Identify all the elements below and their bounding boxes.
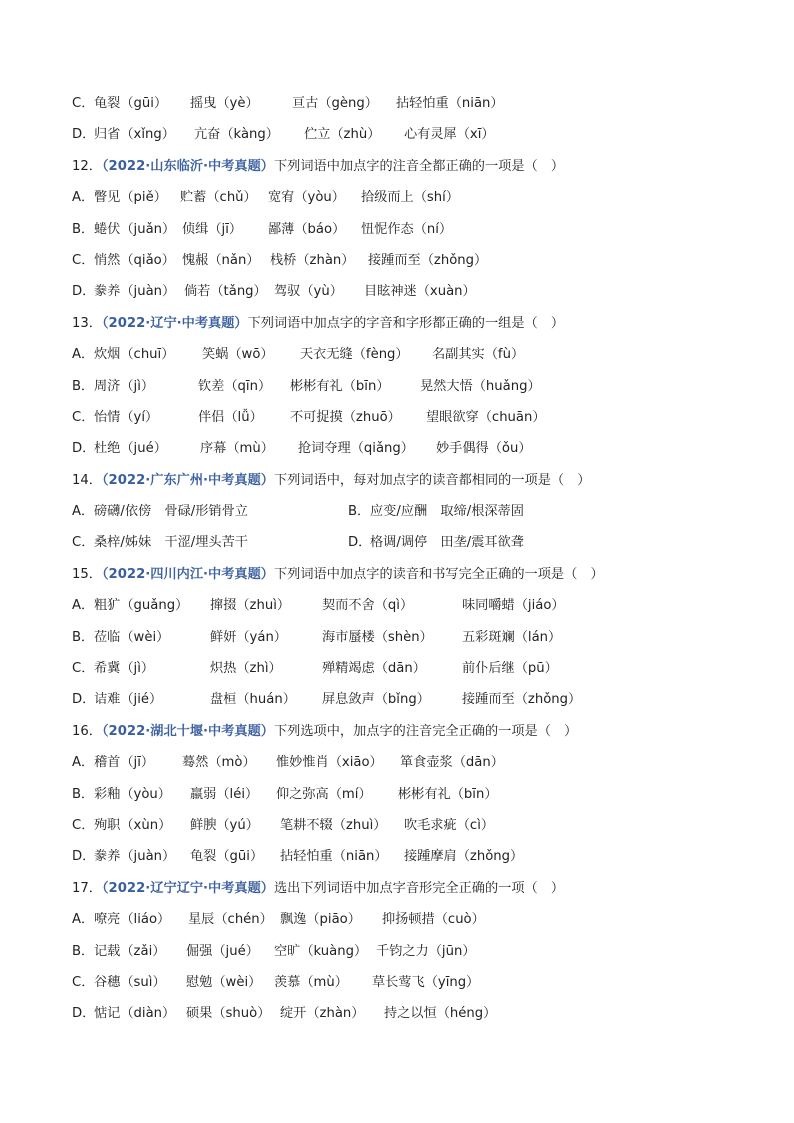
option-cd-line	[72, 527, 752, 558]
option-letter: B．	[72, 629, 95, 645]
option-letter: C．	[72, 535, 95, 551]
option-word: 亘古（gèng）	[292, 96, 378, 111]
question-number: 13．	[72, 315, 102, 331]
option-word: 钦差（qīn）	[198, 378, 272, 394]
option-word: 龟裂（gūi）	[190, 849, 264, 865]
option-c	[72, 527, 248, 558]
option-word: 炽热（zhì）	[210, 661, 282, 677]
option-word: 硕果（shuò）	[186, 1006, 271, 1022]
option-word: 撺掇（zhuì）	[210, 598, 291, 614]
option-word: 惟妙惟肖（xiāo）	[276, 755, 383, 771]
option-letter: D．	[72, 692, 96, 708]
option-word: 谷穗（suì）	[94, 974, 166, 990]
option-word: 希冀（jì）	[94, 661, 155, 677]
option-word: 伫立（zhù）	[304, 127, 381, 143]
option-d-line	[72, 276, 752, 307]
option-word: 不可捉摸（zhuō）	[290, 409, 401, 425]
option-word: 记载（zǎi）	[94, 943, 166, 959]
option-word: 心有灵犀（xī）	[404, 127, 495, 143]
option-word: 晃然大悟（huǎng）	[420, 378, 541, 394]
option-letter: B．	[348, 504, 371, 520]
option-word: 炊烟（chuī）	[94, 347, 175, 363]
document-page	[72, 88, 752, 1030]
option-word: 慰勉（wèi）	[186, 974, 262, 990]
option-word: 接踵而至（zhǒng）	[462, 692, 582, 708]
question-source: （2022·辽宁·中考真题）	[101, 315, 248, 331]
option-b-line	[72, 622, 752, 653]
option-word: 鲜妍（yán）	[210, 629, 287, 645]
option-word: 星辰（chén）	[188, 912, 273, 928]
option-word: 忸怩作态（ní）	[361, 221, 453, 237]
option-c-line	[72, 88, 752, 119]
option-word: 驾驭（yù）	[274, 284, 343, 300]
option-word: 栈桥（zhàn）	[270, 252, 355, 268]
option-d-line	[72, 119, 752, 150]
question-source: （2022·湖北十堰·中考真题）	[101, 723, 274, 739]
option-text: 应变/应酬 取缔/根深蒂固	[370, 504, 524, 520]
option-letter: D．	[348, 535, 372, 551]
option-word: 抢词夺理（qiǎng）	[298, 441, 414, 457]
option-text: 磅礴/依傍 骨碌/形销骨立	[94, 504, 248, 520]
option-word: 豢养（juàn）	[94, 284, 176, 300]
option-b-line	[72, 779, 752, 810]
question-16	[72, 716, 752, 747]
option-letter: C．	[72, 409, 95, 425]
option-d-line	[72, 998, 752, 1029]
option-d-line	[72, 841, 752, 872]
question-14	[72, 465, 752, 496]
option-word: 持之以恒（héng）	[384, 1006, 497, 1022]
option-text: 格调/调停 田垄/震耳欲聋	[370, 535, 524, 551]
option-word: 拈轻怕重（niān）	[280, 849, 388, 865]
option-word: 仰之弥高（mí）	[276, 786, 372, 802]
option-word: 绽开（zhàn）	[280, 1006, 365, 1022]
option-letter: D．	[72, 849, 96, 865]
option-word: 伴侣（lǚ）	[198, 409, 263, 425]
option-letter: C．	[72, 96, 95, 111]
option-word: 拾级而上（shí）	[361, 190, 460, 206]
option-letter: B．	[72, 221, 95, 237]
option-word: 飘逸（piāo）	[280, 912, 361, 928]
option-c-line	[72, 402, 752, 433]
option-letter: A．	[72, 598, 95, 614]
option-word: 望眼欲穿（chuān）	[426, 409, 546, 425]
option-word: 天衣无缝（fèng）	[300, 347, 409, 363]
option-word: 目眩神迷（xuàn）	[364, 284, 476, 300]
option-word: 莅临（wèi）	[94, 629, 170, 645]
option-word: 倔强（jué）	[186, 943, 259, 959]
option-word: 愧赧（nǎn）	[182, 252, 260, 268]
option-word: 侦缉（jī）	[182, 221, 243, 237]
question-17	[72, 873, 752, 904]
question-source: （2022·山东临沂·中考真题）	[101, 158, 274, 174]
option-letter: A．	[72, 504, 95, 520]
option-c-line	[72, 810, 752, 841]
option-word: 倘若（tǎng）	[184, 284, 267, 300]
option-word: 接踵摩肩（zhǒng）	[404, 849, 524, 865]
option-letter: C．	[72, 817, 95, 833]
option-a-line	[72, 747, 752, 778]
option-d-line	[72, 684, 752, 715]
option-word: 瞥见（piě）	[94, 190, 167, 206]
option-word: 抑扬顿措（cuò）	[382, 912, 485, 928]
option-letter: D．	[72, 284, 96, 300]
option-letter: D．	[72, 1006, 96, 1022]
option-letter: A．	[72, 755, 95, 771]
option-letter: B．	[72, 943, 95, 959]
option-word: 殚精竭虑（dān）	[322, 661, 426, 677]
question-stem: 下列词语中，每对加点字的读音都相同的一项是（ ）	[273, 472, 591, 488]
option-word: 味同嚼蜡（jiáo）	[462, 598, 565, 614]
option-c-line	[72, 653, 752, 684]
question-number: 17．	[72, 880, 102, 896]
option-word: 妙手偶得（ǒu）	[436, 441, 532, 457]
question-source: （2022·辽宁辽宁·中考真题）	[101, 880, 274, 896]
option-b-line	[72, 371, 752, 402]
option-word: 归省（xǐng）	[94, 127, 175, 143]
option-word: 惦记（diàn）	[94, 1006, 176, 1022]
option-word: 笑蜗（wō）	[202, 347, 274, 363]
question-stem: 下列词语中加点字的读音和书写完全正确的一项是（ ）	[273, 566, 604, 582]
option-d-line	[72, 433, 752, 464]
option-word: 悄然（qiǎo）	[94, 252, 175, 268]
option-word: 空旷（kuàng）	[274, 943, 368, 959]
option-a	[72, 496, 248, 527]
option-word: 羸弱（léi）	[190, 786, 259, 802]
question-13	[72, 308, 752, 339]
option-c-line	[72, 245, 752, 276]
option-word: 箪食壶浆（dān）	[400, 755, 504, 771]
option-a-line	[72, 339, 752, 370]
option-b-line	[72, 936, 752, 967]
option-word: 名副其实（fù）	[432, 347, 525, 363]
option-word: 鲜腴（yú）	[190, 817, 259, 833]
option-word: 彬彬有礼（bīn）	[290, 378, 390, 394]
option-word: 殉职（xùn）	[94, 817, 172, 833]
option-word: 豢养（juàn）	[94, 849, 176, 865]
option-word: 盘桓（huán）	[210, 692, 296, 708]
option-letter: C．	[72, 661, 95, 677]
question-source: （2022·四川内江·中考真题）	[101, 566, 274, 582]
question-number: 12．	[72, 158, 102, 174]
option-word: 接踵而至（zhǒng）	[368, 252, 488, 268]
option-letter: B．	[72, 378, 95, 394]
option-word: 羡慕（mù）	[274, 974, 348, 990]
option-word: 千钧之力（jūn）	[376, 943, 476, 959]
option-word: 鄙薄（báo）	[268, 221, 346, 237]
option-a-line	[72, 904, 752, 935]
option-word: 笔耕不辍（zhuì）	[280, 817, 387, 833]
option-letter: D．	[72, 127, 96, 143]
question-source: （2022·广东广州·中考真题）	[101, 472, 274, 488]
option-word: 亢奋（kàng）	[194, 127, 279, 143]
question-stem: 下列词语中加点字的字音和字形都正确的一组是（ ）	[247, 315, 565, 331]
option-word: 序幕（mù）	[200, 441, 274, 457]
option-word: 宽宥（yòu）	[268, 190, 345, 206]
option-word: 吹毛求疵（cì）	[404, 817, 495, 833]
option-word: 拈轻怕重（niān）	[396, 96, 504, 111]
option-ab-line	[72, 496, 752, 527]
option-word: 海市蜃楼（shèn）	[322, 629, 433, 645]
option-word: 蓦然（mò）	[182, 755, 256, 771]
option-a-line	[72, 182, 752, 213]
option-word: 五彩斑斓（lán）	[462, 629, 562, 645]
option-letter: B．	[72, 786, 95, 802]
question-12	[72, 151, 752, 182]
option-letter: C．	[72, 974, 95, 990]
option-word: 屏息敛声（bǐng）	[322, 692, 430, 708]
option-text: 桑梓/姊妹 干涩/埋头苦干	[94, 535, 248, 551]
option-word: 契而不舍（qì）	[322, 598, 414, 614]
question-stem: 下列词语中加点字的注音全都正确的一项是（ ）	[273, 158, 565, 174]
option-word: 周济（jì）	[94, 378, 155, 394]
option-word: 贮蓄（chǔ）	[180, 190, 257, 206]
question-stem: 下列选项中，加点字的注音完全正确的一项是（ ）	[273, 723, 578, 739]
option-c-line	[72, 967, 752, 998]
option-letter: A．	[72, 347, 95, 363]
option-word: 草长莺飞（yīng）	[372, 974, 480, 990]
question-15	[72, 559, 752, 590]
option-word: 彬彬有礼（bīn）	[398, 786, 498, 802]
option-word: 摇曳（yè）	[190, 96, 259, 111]
question-number: 14．	[72, 472, 102, 488]
option-word: 诘难（jié）	[94, 692, 163, 708]
option-a-line	[72, 590, 752, 621]
option-letter: A．	[72, 912, 95, 928]
option-letter: D．	[72, 441, 96, 457]
option-word: 前仆后继（pū）	[462, 661, 558, 677]
option-letter: A．	[72, 190, 95, 206]
question-number: 15．	[72, 566, 102, 582]
option-word: 粗犷（guǎng）	[94, 598, 189, 614]
option-b-line	[72, 214, 752, 245]
question-stem: 选出下列词语中加点字音形完全正确的一项（ ）	[273, 880, 565, 896]
option-word: 杜绝（jué）	[94, 441, 167, 457]
option-b	[348, 496, 524, 527]
option-d	[348, 527, 524, 558]
option-word: 嘹亮（liáo）	[94, 912, 171, 928]
option-letter: C．	[72, 252, 95, 268]
option-word: 怡情（yí）	[94, 409, 159, 425]
option-word: 蜷伏（juǎn）	[94, 221, 176, 237]
question-number: 16．	[72, 723, 102, 739]
option-word: 彩釉（yòu）	[94, 786, 171, 802]
option-word: 稽首（jī）	[94, 755, 155, 771]
option-word: 龟裂（gūi）	[94, 96, 168, 111]
